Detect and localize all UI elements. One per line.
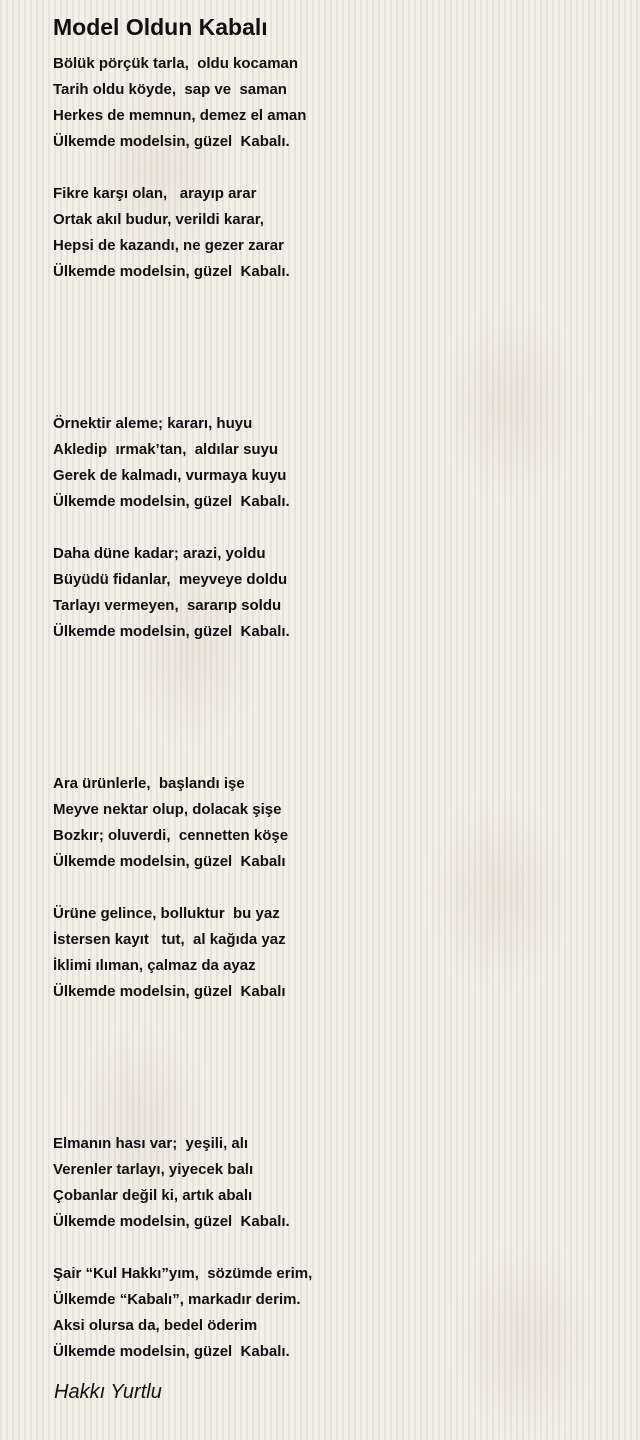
stanza bbox=[53, 541, 613, 645]
poem-line: Elmanın hası var; yeşili, alı bbox=[53, 1135, 249, 1152]
poet-name: Hakkı Yurtlu bbox=[54, 1381, 162, 1403]
poem-line: Ülkemde “Kabalı”, markadır derim. bbox=[53, 1291, 301, 1308]
poem-title: Model Oldun Kabalı bbox=[53, 14, 268, 40]
poem-line: Herkes de memnun, demez el aman bbox=[53, 107, 307, 124]
poem-line: Fikre karşı olan, arayıp arar bbox=[53, 185, 257, 202]
poem-line: İklimi ılıman, çalmaz da ayaz bbox=[53, 957, 256, 974]
poem-line: Şair “Kul Hakkı”yım, sözümde erim, bbox=[53, 1265, 313, 1282]
poem-line: Tarlayı vermeyen, sararıp soldu bbox=[53, 597, 282, 614]
poem-line: Ülkemde modelsin, güzel Kabalı. bbox=[53, 493, 290, 510]
stanza bbox=[53, 51, 613, 155]
poem-line: Bozkır; oluverdi, cennetten köşe bbox=[53, 827, 289, 844]
poem-line: Akledip ırmak’tan, aldılar suyu bbox=[53, 441, 279, 458]
poem-line: Daha düne kadar; arazi, yoldu bbox=[53, 545, 266, 562]
poem-line: Gerek de kalmadı, vurmaya kuyu bbox=[53, 467, 287, 484]
poem-line: İstersen kayıt tut, al kağıda yaz bbox=[53, 931, 286, 948]
poem-line: Meyve nektar olup, dolacak şişe bbox=[53, 801, 282, 818]
poem-line: Aksi olursa da, bedel öderim bbox=[53, 1317, 258, 1334]
poem-line: Ülkemde modelsin, güzel Kabalı. bbox=[53, 133, 290, 150]
poem-line: Ülkemde modelsin, güzel Kabalı. bbox=[53, 1213, 290, 1230]
stanza bbox=[53, 181, 613, 285]
poem-line: Ara ürünlerle, başlandı işe bbox=[53, 775, 245, 792]
stanza bbox=[53, 901, 613, 1005]
poem-line: Ürüne gelince, bolluktur bu yaz bbox=[53, 905, 280, 922]
stanza bbox=[53, 411, 613, 515]
poem-line: Çobanlar değil ki, artık abalı bbox=[53, 1187, 253, 1204]
stanza bbox=[53, 1261, 613, 1365]
poem-line: Hepsi de kazandı, ne gezer zarar bbox=[53, 237, 284, 254]
poem-line: Büyüdü fidanlar, meyveye doldu bbox=[53, 571, 288, 588]
poem-line: Ortak akıl budur, verildi karar, bbox=[53, 211, 264, 228]
poem-line: Verenler tarlayı, yiyecek balı bbox=[53, 1161, 254, 1178]
poem-line: Ülkemde modelsin, güzel Kabalı. bbox=[53, 263, 290, 280]
poem-line: Ülkemde modelsin, güzel Kabalı bbox=[53, 853, 286, 870]
poem-line: Örnektir aleme; kararı, huyu bbox=[53, 415, 253, 432]
poem-line: Tarih oldu köyde, sap ve saman bbox=[53, 81, 287, 98]
poem-line: Ülkemde modelsin, güzel Kabalı. bbox=[53, 1343, 290, 1360]
poem-line: Bölük pörçük tarla, oldu kocaman bbox=[53, 55, 299, 72]
poem-line: Ülkemde modelsin, güzel Kabalı bbox=[53, 983, 286, 1000]
stanza bbox=[53, 1131, 613, 1235]
stanza bbox=[53, 771, 613, 875]
poem-line: Ülkemde modelsin, güzel Kabalı. bbox=[53, 623, 290, 640]
